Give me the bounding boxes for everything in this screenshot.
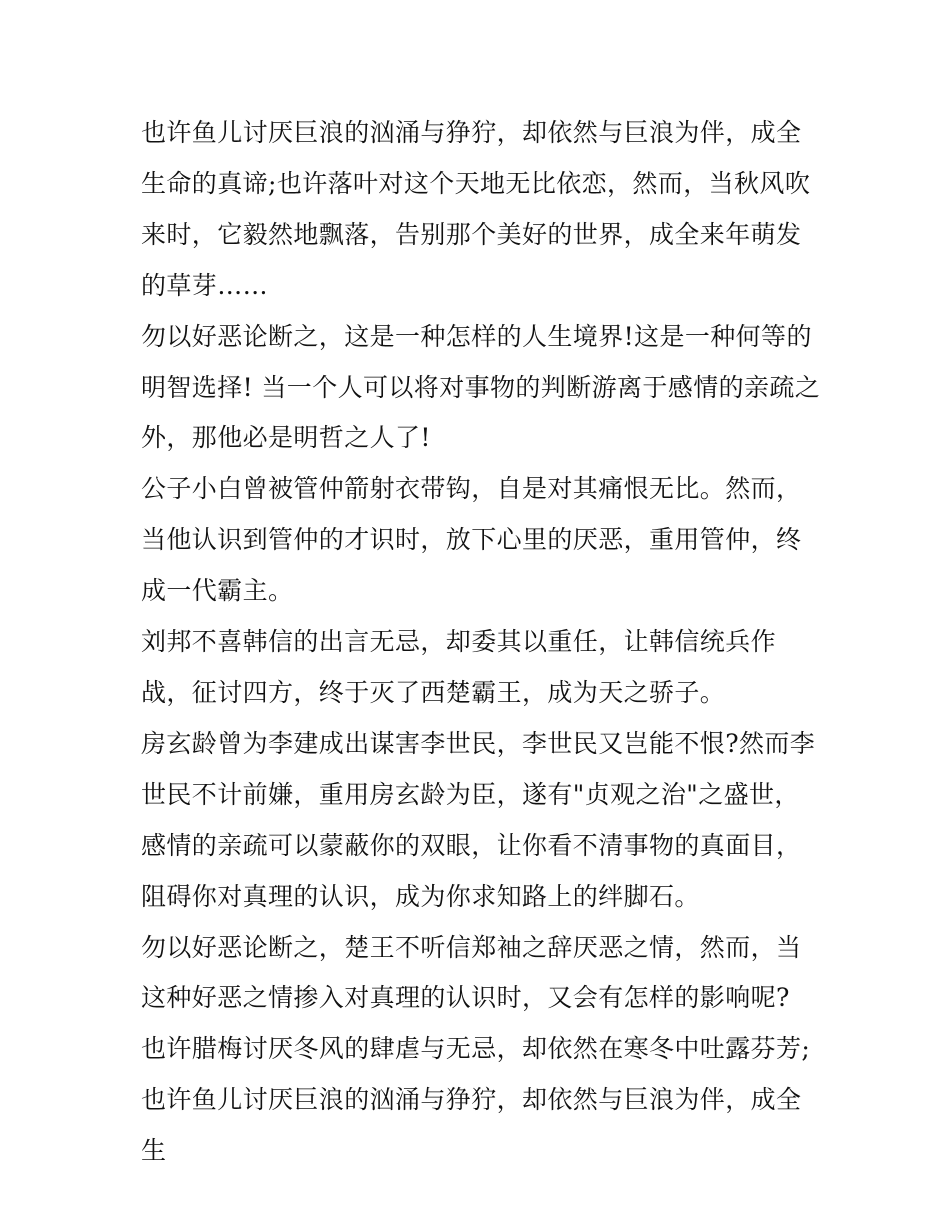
paragraph: 公子小白曾被管仲箭射衣带钩，自是对其痛恨无比。然而，当他认识到管仲的才识时，放下心里的厌恶，重用管仲，终成一代霸主。 (141, 474, 802, 606)
paragraph: 勿以好恶论断之，这是一种怎样的人生境界!这是一种何等的明智选择! 当一个人可以将对事物的判断游离于感情的亲疏之外，那他必是明哲之人了! (141, 321, 821, 453)
document-body (141, 108, 821, 1177)
paragraph: 刘邦不喜韩信的出言无忌，却委其以重任，让韩信统兵作战，征讨四方，终于灭了西楚霸王，成为天之骄子。 (141, 627, 777, 707)
paragraph: 也许鱼儿讨厌巨浪的汹涌与狰狞，却依然与巨浪为伴，成全生 (141, 1085, 802, 1166)
paragraph: 勿以好恶论断之，楚王不听信郑袖之辞厌恶之情，然而，当这种好恶之情掺入对真理的认识时，又会有怎样的影响呢? (141, 932, 802, 1013)
paragraph: 也许腊梅讨厌冬风的肆虐与无忌，却依然在寒冬中吐露芬芳; (141, 1034, 811, 1064)
paragraph: 也许鱼儿讨厌巨浪的汹涌与狰狞，却依然与巨浪为伴，成全生命的真谛;也许落叶对这个天地无比依恋，然而，当秋风吹来时，它毅然地飘落，告别那个美好的世界，成全来年萌发的草芽…… (141, 118, 811, 300)
paragraph: 房玄龄曾为李建成出谋害李世民，李世民又岂能不恨?然而李世民不计前嫌，重用房玄龄为臣，遂有"贞观之治"之盛世，感情的亲疏可以蒙蔽你的双眼，让你看不清事物的真面目，阻碍你对真理的认识，成为你求知路上的绊脚石。 (141, 728, 816, 911)
